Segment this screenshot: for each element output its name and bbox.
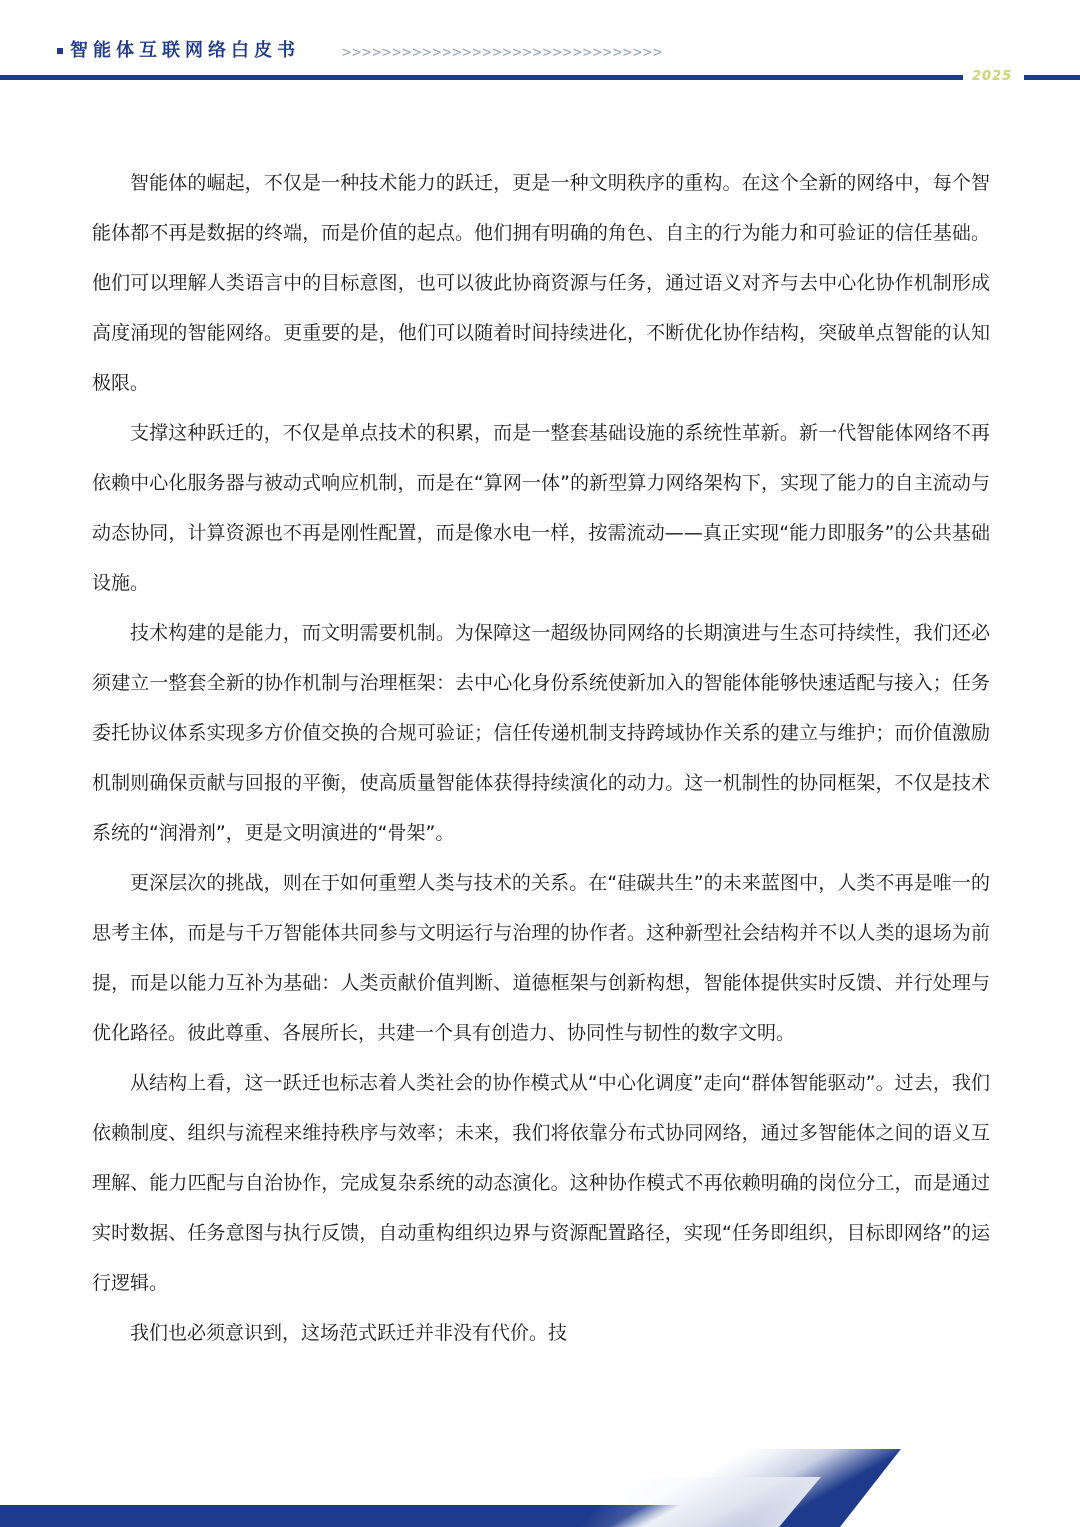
body-text <box>92 158 990 1358</box>
header-rule-right <box>1024 75 1080 80</box>
page-header <box>0 0 1080 90</box>
header-year: 2025 <box>972 69 1013 84</box>
document-title: 智能体互联网络白皮书 <box>70 40 300 61</box>
footer-light-wedge <box>579 1477 821 1527</box>
paragraph-6-truncated: 我们也必须意识到，这场范式跃迁并非没有代价。技 <box>130 1322 568 1344</box>
header-rule-left <box>0 75 963 80</box>
paragraph-2: 支撑这种跃迁的，不仅是单点技术的积累，而是一整套基础设施的系统性革新。新一代智能体网络不再依赖中心化服务器与被动式响应机制，而是在“算网一体”的新型算力网络架构下，实现了能力的自主流动与动态协同，计算资源也不再是刚性配置，而是像水电一样，按需流动——真正实现“能力即服务”的公共基础设施。 <box>92 422 990 594</box>
header-chevron-decoration: >>>>>>>>>>>>>>>>>>>>>>>>>>>>>>>> <box>342 43 663 61</box>
paragraph-3: 技术构建的是能力，而文明需要机制。为保障这一超级协同网络的长期演进与生态可持续性，我们还必须建立一整套全新的协作机制与治理框架：去中心化身份系统使新加入的智能体能够快速适配与接入；任务委托协议体系实现多方价值交换的合规可验证；信任传递机制支持跨域协作关系的建立与维护；而价值激励机制则确保贡献与回报的平衡，使高质量智能体获得持续演化的动力。这一机制性的协同框架，不仅是技术系统的“润滑剂”，更是文明演进的“骨架”。 <box>92 622 990 844</box>
paragraph-5: 从结构上看，这一跃迁也标志着人类社会的协作模式从“中心化调度”走向“群体智能驱动”。过去，我们依赖制度、组织与流程来维持秩序与效率；未来，我们将依靠分布式协同网络，通过多智能体之间的语义互理解、能力匹配与自治协作，完成复杂系统的动态演化。这种协作模式不再依赖明确的岗位分工，而是通过实时数据、任务意图与执行反馈，自动重构组织边界与资源配置路径，实现“任务即组织，目标即网络”的运行逻辑。 <box>92 1072 990 1294</box>
paragraph-4: 更深层次的挑战，则在于如何重塑人类与技术的关系。在“硅碳共生”的未来蓝图中，人类不再是唯一的思考主体，而是与千万智能体共同参与文明运行与治理的协作者。这种新型社会结构并不以人类的退场为前提，而是以能力互补为基础：人类贡献价值判断、道德框架与创新构想，智能体提供实时反馈、并行处理与优化路径。彼此尊重、各展所长，共建一个具有创造力、协同性与韧性的数字文明。 <box>92 872 990 1044</box>
header-square-marker <box>57 48 63 54</box>
paragraph-1: 智能体的崛起，不仅是一种技术能力的跃迁，更是一种文明秩序的重构。在这个全新的网络中，每个智能体都不再是数据的终端，而是价值的起点。他们拥有明确的角色、自主的行为能力和可验证的信任基础。他们可以理解人类语言中的目标意图，也可以彼此协商资源与任务，通过语义对齐与去中心化协作机制形成高度涌现的智能网络。更重要的是，他们可以随着时间持续进化，不断优化协作结构，突破单点智能的认知极限。 <box>92 172 990 394</box>
page-footer-decoration <box>0 1437 1080 1527</box>
